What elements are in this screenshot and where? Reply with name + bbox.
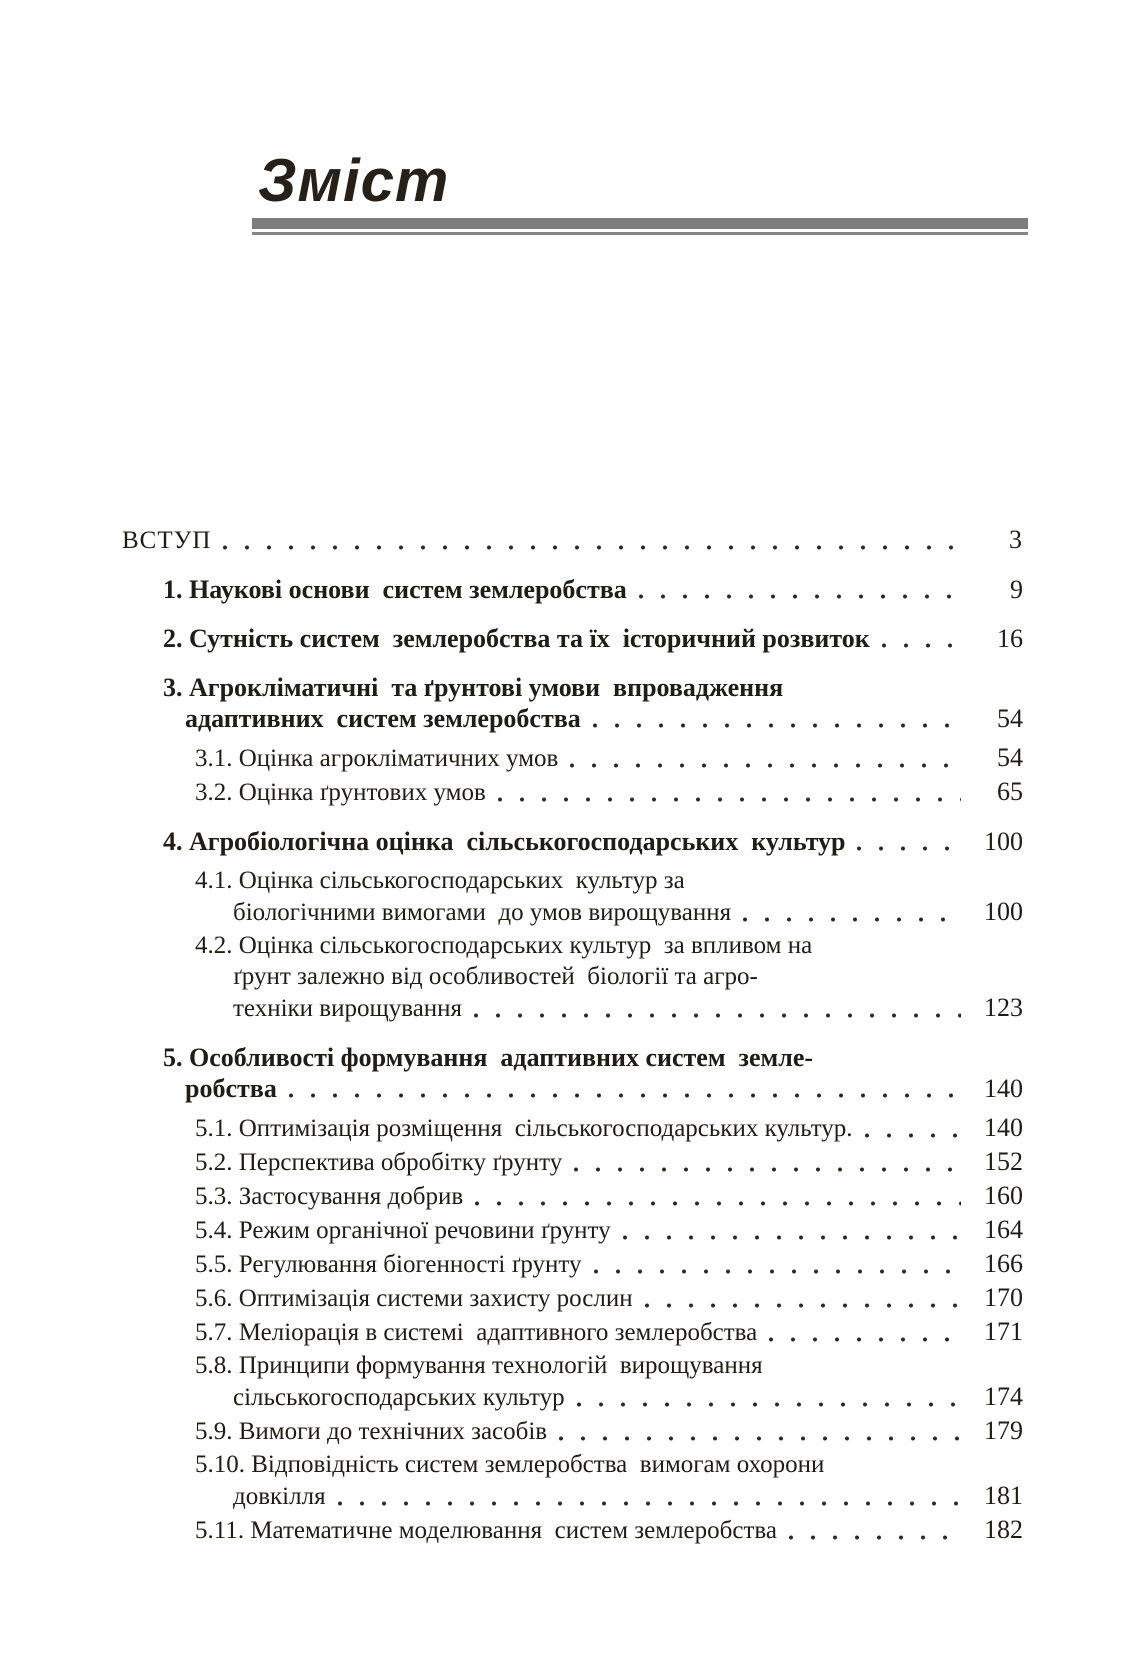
toc-entry-last-line (122, 992, 1023, 1024)
toc-entry (122, 1350, 1023, 1413)
toc-page-number: 160 (984, 1181, 1023, 1210)
dot-leader (593, 722, 961, 729)
dot-leader (865, 1132, 961, 1139)
toc-entry-text: ґрунт залежно від особливостей біології та агро- (233, 963, 758, 990)
toc-entry-last-line (122, 826, 1023, 857)
title-rule-thin (252, 232, 1028, 235)
title-block (252, 147, 1028, 235)
toc-entry-text: 5.1. Оптимізація розміщення сільськогосподарських культур. (195, 1115, 853, 1142)
dot-leader (882, 642, 961, 649)
toc-page-number: 166 (984, 1249, 1023, 1278)
title-rule-thick (252, 218, 1028, 229)
toc-entry-text: ВСТУП (122, 527, 212, 554)
toc-entry (122, 930, 1023, 1024)
dot-leader (623, 1234, 961, 1241)
toc-entry-text: техніки вирощування (233, 995, 463, 1022)
toc-entry-text: 5.10. Відповідність систем землеробства вимогам охорони (195, 1451, 825, 1478)
dot-leader (857, 845, 961, 852)
toc-page-number: 9 (1010, 575, 1023, 604)
toc-entry (122, 1415, 1023, 1447)
toc-entry-text: 5.5. Регулювання біогенності ґрунту (195, 1251, 582, 1278)
page-title: Зміст (258, 147, 450, 214)
dot-leader (769, 1336, 961, 1343)
toc-entry-last-line (122, 703, 1023, 734)
toc-entry-text: 5.3. Застосування добрив (195, 1183, 464, 1210)
toc-entry (122, 865, 1023, 928)
toc-entry-last-line (122, 1073, 1023, 1104)
toc-entry (122, 1112, 1023, 1144)
toc-entry (122, 1042, 1023, 1104)
dot-leader (559, 1435, 961, 1442)
toc-entry-text: 5.8. Принципи формування технологій вирощування (195, 1352, 763, 1379)
toc-entry (122, 623, 1023, 654)
dot-leader (338, 1500, 961, 1507)
toc-entry-text: сільськогосподарських культур (233, 1384, 565, 1411)
toc-entry (122, 1316, 1023, 1348)
toc-page-number: 140 (984, 1113, 1023, 1142)
toc-entry-text: адаптивних систем землеробства (185, 704, 581, 733)
toc-entry-text: 2. Сутність систем землеробства та їх історичний розвиток (163, 624, 870, 653)
toc-entry-last-line (122, 1180, 1023, 1212)
toc-entry (122, 826, 1023, 857)
toc-entry-last-line (122, 1214, 1023, 1246)
dot-leader (639, 593, 961, 600)
title-rule (252, 218, 1028, 235)
toc-entry-text: довкілля (233, 1483, 326, 1510)
toc-entry (122, 1214, 1023, 1246)
toc-page-number: 100 (984, 897, 1023, 926)
toc-list (122, 524, 1023, 1546)
toc-entry-text: 5.9. Вимоги до технічних засобів (195, 1418, 548, 1445)
toc-entry-text: 4. Агробіологічна оцінка сільськогосподарських культур (163, 827, 846, 856)
toc-page-number: 16 (997, 624, 1023, 653)
toc-entry-text: 4.2. Оцінка сільськогосподарських культур за впливом на (195, 932, 813, 959)
toc-entry-text: 5. Особливості формування адаптивних систем земле- (163, 1043, 814, 1072)
toc-entry (122, 1180, 1023, 1212)
toc-page-number: 164 (984, 1215, 1023, 1244)
toc-entry-last-line (122, 1248, 1023, 1280)
toc-entry-last-line (122, 1112, 1023, 1144)
toc-entry (122, 1146, 1023, 1178)
toc-entry-text: 5.4. Режим органічної речовини ґрунту (195, 1217, 611, 1244)
dot-leader (645, 1302, 961, 1309)
toc-entry-last-line (122, 524, 1023, 556)
toc-entry-last-line (122, 1381, 1023, 1413)
toc-entry-last-line (122, 776, 1023, 808)
toc-page-number: 54 (997, 704, 1023, 733)
toc-entry (122, 1449, 1023, 1512)
toc-entry (122, 672, 1023, 734)
toc-entry-last-line (122, 574, 1023, 605)
toc-page-number: 171 (984, 1317, 1023, 1346)
toc-entry-text: 5.7. Меліорація в системі адаптивного землеробства (195, 1319, 758, 1346)
dot-leader (574, 1166, 961, 1173)
toc-entry-last-line (122, 896, 1023, 928)
toc-entry-text: 1. Наукові основи систем землеробства (163, 575, 627, 604)
toc-entry (122, 1282, 1023, 1314)
toc-entry-text: 5.11. Математичне моделювання систем землеробства (195, 1517, 777, 1544)
dot-leader (577, 1401, 961, 1408)
toc-entry-last-line (122, 1480, 1023, 1512)
toc-page-number: 174 (984, 1382, 1023, 1411)
toc-entry-last-line (122, 1316, 1023, 1348)
toc-entry-text: 5.2. Перспектива обробітку ґрунту (195, 1149, 563, 1176)
toc-page-number: 182 (984, 1515, 1023, 1544)
dot-leader (789, 1534, 961, 1541)
toc-entry (122, 1248, 1023, 1280)
toc-page-number: 152 (984, 1147, 1023, 1176)
toc-entry (122, 524, 1023, 556)
toc-entry-text: робства (185, 1074, 277, 1103)
toc-entry-text: біологічними вимогами до умов вирощування (233, 899, 732, 926)
toc-page-number: 65 (997, 777, 1023, 806)
toc-entry-last-line (122, 623, 1023, 654)
toc-entry-last-line (122, 742, 1023, 774)
dot-leader (475, 1200, 961, 1207)
dot-leader (289, 1092, 961, 1099)
toc-entry-text: 4.1. Оцінка сільськогосподарських культур за (195, 867, 685, 894)
dot-leader (474, 1012, 961, 1019)
toc-entry-last-line (122, 1146, 1023, 1178)
toc-page-number: 123 (984, 993, 1023, 1022)
toc-entry-text: 3.1. Оцінка агрокліматичних умов (195, 745, 559, 772)
toc-entry-last-line (122, 1282, 1023, 1314)
toc-page-number: 54 (997, 743, 1023, 772)
toc-entry-last-line (122, 1514, 1023, 1546)
toc-entry (122, 1514, 1023, 1546)
toc-entry (122, 742, 1023, 774)
toc-entry-text: 3.2. Оцінка ґрунтових умов (195, 779, 486, 806)
toc-entry-text: 5.6. Оптимізація системи захисту рослин (195, 1285, 633, 1312)
toc-page-number: 3 (1009, 525, 1023, 554)
toc-page-number: 140 (984, 1074, 1023, 1103)
toc-page-number: 181 (984, 1481, 1023, 1510)
dot-leader (743, 916, 961, 923)
dot-leader (223, 544, 961, 551)
dot-leader (594, 1268, 961, 1275)
toc-entry-last-line (122, 1415, 1023, 1447)
toc-page-number: 179 (984, 1416, 1023, 1445)
dot-leader (498, 796, 961, 803)
toc-page-number: 170 (984, 1283, 1023, 1312)
toc-page-number: 100 (984, 827, 1023, 856)
toc-entry (122, 776, 1023, 808)
dot-leader (570, 762, 961, 769)
toc-entry (122, 574, 1023, 605)
toc-entry-text: 3. Агрокліматичні та ґрунтові умови впровадження (163, 673, 784, 702)
